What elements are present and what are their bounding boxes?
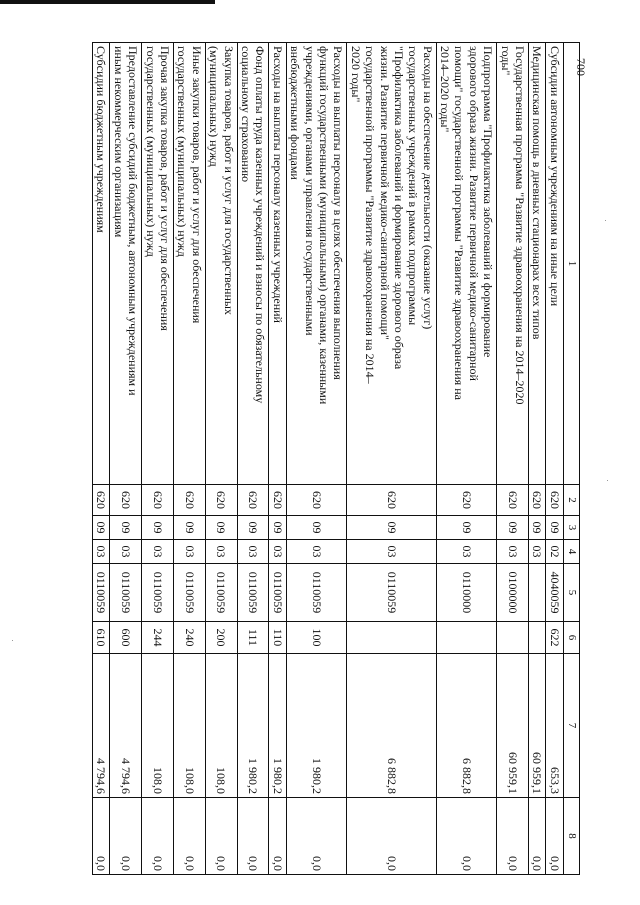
cell-description xyxy=(174,43,206,485)
cell-ministry-code: 620 xyxy=(237,485,269,516)
column-header: 7 xyxy=(563,654,579,798)
cell-amount: 6 882,8 xyxy=(436,654,497,798)
cell-expense-type-code xyxy=(529,622,546,654)
table-row xyxy=(436,43,497,875)
cell-section-code: 09 xyxy=(286,516,347,540)
table-row xyxy=(174,43,206,875)
cell-expense-type-code: 610 xyxy=(93,622,110,654)
description-text: Предоставление субсидий бюджетным, автономным учреждениям и иным некоммерческим организациям xyxy=(111,46,141,396)
column-header: 6 xyxy=(563,622,579,654)
description-text: Прочая закупка товаров, работ и услуг для обеспечения государственных (муниципальных) нужд xyxy=(143,46,173,331)
cell-section-code: 09 xyxy=(347,516,436,540)
table-row xyxy=(93,43,110,875)
scan-speck xyxy=(607,480,608,481)
cell-section-code: 09 xyxy=(237,516,269,540)
cell-subsection-code: 03 xyxy=(436,540,497,564)
cell-section-code: 09 xyxy=(436,516,497,540)
header-row xyxy=(563,43,579,875)
cell-amount-secondary: 0,0 xyxy=(237,798,269,875)
cell-description xyxy=(237,43,269,485)
table-row xyxy=(142,43,174,875)
cell-target-article-code: 0110059 xyxy=(205,564,237,622)
cell-subsection-code: 02 xyxy=(546,540,563,564)
column-header: 2 xyxy=(563,485,579,516)
cell-expense-type-code xyxy=(347,622,436,654)
cell-expense-type-code xyxy=(436,622,497,654)
table-row xyxy=(286,43,347,875)
cell-ministry-code: 620 xyxy=(205,485,237,516)
scan-speck xyxy=(605,220,606,221)
cell-target-article-code: 0100000 xyxy=(497,564,529,622)
cell-target-article-code: 0110059 xyxy=(237,564,269,622)
cell-amount-secondary: 0,0 xyxy=(347,798,436,875)
cell-description xyxy=(529,43,546,485)
cell-amount-secondary: 0,0 xyxy=(205,798,237,875)
cell-subsection-code: 03 xyxy=(110,540,142,564)
cell-description xyxy=(546,43,563,485)
cell-amount-secondary: 0,0 xyxy=(269,798,286,875)
column-header: 1 xyxy=(563,43,579,485)
budget-table xyxy=(92,42,580,875)
cell-description xyxy=(205,43,237,485)
cell-amount: 4 794,6 xyxy=(110,654,142,798)
cell-expense-type-code: 200 xyxy=(205,622,237,654)
table-row xyxy=(237,43,269,875)
cell-subsection-code: 03 xyxy=(347,540,436,564)
cell-amount-secondary: 0,0 xyxy=(546,798,563,875)
cell-expense-type-code: 600 xyxy=(110,622,142,654)
page-number: 700 xyxy=(574,58,588,76)
table-row xyxy=(205,43,237,875)
cell-target-article-code: 0110000 xyxy=(436,564,497,622)
cell-ministry-code: 620 xyxy=(546,485,563,516)
description-text: Медицинская помощь в дневных стационарах всех типов xyxy=(530,46,545,340)
cell-target-article-code: 0110059 xyxy=(269,564,286,622)
cell-amount: 1 980,2 xyxy=(237,654,269,798)
cell-section-code: 09 xyxy=(142,516,174,540)
cell-amount: 1 980,2 xyxy=(286,654,347,798)
cell-amount-secondary: 0,0 xyxy=(174,798,206,875)
cell-description xyxy=(110,43,142,485)
description-text: Закупка товаров, работ и услуг для государственных (муниципальных) нужд xyxy=(207,46,236,315)
cell-expense-type-code: 240 xyxy=(174,622,206,654)
cell-subsection-code: 03 xyxy=(205,540,237,564)
cell-ministry-code: 620 xyxy=(269,485,286,516)
cell-target-article-code: 0110059 xyxy=(110,564,142,622)
cell-ministry-code: 620 xyxy=(93,485,110,516)
cell-target-article-code: 0110059 xyxy=(286,564,347,622)
description-text: Подпрограмма "Профилактика заболеваний и формирование здорового образа жизни. Развитие первичной медико-санитарной помощи" государственной программы "Развитие здравоохранения на 2014–2020 годы" xyxy=(438,46,496,400)
cell-amount: 1 980,2 xyxy=(269,654,286,798)
cell-ministry-code: 620 xyxy=(529,485,546,516)
cell-ministry-code: 620 xyxy=(347,485,436,516)
cell-subsection-code: 03 xyxy=(269,540,286,564)
cell-amount: 60 959,1 xyxy=(497,654,529,798)
cell-section-code: 09 xyxy=(110,516,142,540)
cell-amount-secondary: 0,0 xyxy=(110,798,142,875)
cell-ministry-code: 620 xyxy=(286,485,347,516)
cell-amount-secondary: 0,0 xyxy=(93,798,110,875)
description-text: Иные закупки товаров, работ и услуг для обеспечения государственных (муниципальных) нужд xyxy=(175,46,204,324)
cell-amount: 108,0 xyxy=(174,654,206,798)
cell-amount: 60 959,1 xyxy=(529,654,546,798)
description-text: Расходы на выплаты персоналу казенных учреждений xyxy=(270,46,285,323)
cell-description xyxy=(436,43,497,485)
column-header: 8 xyxy=(563,798,579,875)
description-text: Расходы на обеспечение деятельности (оказание услуг) государственных учреждений в рамках подпрограммы "Профилактика заболеваний и формирование здорового образа жизни. Развитие первичной медико-санитарной помощи" государственной программы "Развитие здравоохранения на 2014– 2020 годы" xyxy=(348,46,435,384)
cell-expense-type-code: 110 xyxy=(269,622,286,654)
description-text: Фонд оплаты труда казенных учреждений и взносы по обязательному социальному страхованию xyxy=(239,46,268,404)
description-text: Расходы на выплаты персоналу в целях обеспечения выполнения функций государственными (муниципальными) органами, казенными учреждениями, органами управления государственными внебюджетными фондами xyxy=(288,46,346,405)
cell-subsection-code: 03 xyxy=(237,540,269,564)
table-row xyxy=(497,43,529,875)
cell-amount: 4 794,6 xyxy=(93,654,110,798)
cell-subsection-code: 03 xyxy=(142,540,174,564)
cell-description xyxy=(142,43,174,485)
cell-ministry-code: 620 xyxy=(142,485,174,516)
cell-description xyxy=(269,43,286,485)
cell-description xyxy=(93,43,110,485)
cell-amount-secondary: 0,0 xyxy=(497,798,529,875)
description-text: Субсидии автономным учреждениям на иные цели xyxy=(547,46,562,307)
cell-description xyxy=(497,43,529,485)
cell-expense-type-code: 244 xyxy=(142,622,174,654)
cell-section-code: 09 xyxy=(546,516,563,540)
cell-target-article-code: 0110059 xyxy=(174,564,206,622)
cell-amount-secondary: 0,0 xyxy=(436,798,497,875)
cell-description xyxy=(347,43,436,485)
cell-section-code: 09 xyxy=(93,516,110,540)
table-row xyxy=(347,43,436,875)
cell-subsection-code: 03 xyxy=(497,540,529,564)
table-row xyxy=(529,43,546,875)
cell-target-article-code: 4040059 xyxy=(546,564,563,622)
table-row xyxy=(546,43,563,875)
cell-amount-secondary: 0,0 xyxy=(286,798,347,875)
cell-section-code: 09 xyxy=(497,516,529,540)
cell-target-article-code: 0110059 xyxy=(347,564,436,622)
cell-subsection-code: 03 xyxy=(174,540,206,564)
cell-ministry-code: 620 xyxy=(110,485,142,516)
cell-amount-secondary: 0,0 xyxy=(529,798,546,875)
cell-expense-type-code xyxy=(497,622,529,654)
cell-ministry-code: 620 xyxy=(497,485,529,516)
cell-amount-secondary: 0,0 xyxy=(142,798,174,875)
table-row xyxy=(269,43,286,875)
description-text: Государственная программа "Развитие здравоохранения на 2014–2020 годы" xyxy=(498,46,528,405)
cell-amount: 108,0 xyxy=(142,654,174,798)
cell-target-article-code xyxy=(529,564,546,622)
top-rule xyxy=(0,0,215,4)
cell-section-code: 09 xyxy=(174,516,206,540)
column-header: 5 xyxy=(563,564,579,622)
description-text: Субсидии бюджетным учреждениям xyxy=(94,46,109,233)
cell-subsection-code: 03 xyxy=(286,540,347,564)
column-header: 3 xyxy=(563,516,579,540)
cell-amount: 6 882,8 xyxy=(347,654,436,798)
cell-section-code: 09 xyxy=(269,516,286,540)
cell-target-article-code: 0110059 xyxy=(93,564,110,622)
cell-section-code: 09 xyxy=(205,516,237,540)
cell-amount: 108,0 xyxy=(205,654,237,798)
cell-expense-type-code: 622 xyxy=(546,622,563,654)
cell-subsection-code: 03 xyxy=(529,540,546,564)
cell-amount: 653,3 xyxy=(546,654,563,798)
cell-subsection-code: 03 xyxy=(93,540,110,564)
scan-speck xyxy=(12,640,13,641)
cell-target-article-code: 0110059 xyxy=(142,564,174,622)
table-row xyxy=(110,43,142,875)
cell-ministry-code: 620 xyxy=(174,485,206,516)
cell-expense-type-code: 100 xyxy=(286,622,347,654)
cell-description xyxy=(286,43,347,485)
budget-table-sheet xyxy=(94,42,580,874)
cell-ministry-code: 620 xyxy=(436,485,497,516)
cell-section-code: 09 xyxy=(529,516,546,540)
column-header: 4 xyxy=(563,540,579,564)
cell-expense-type-code: 111 xyxy=(237,622,269,654)
